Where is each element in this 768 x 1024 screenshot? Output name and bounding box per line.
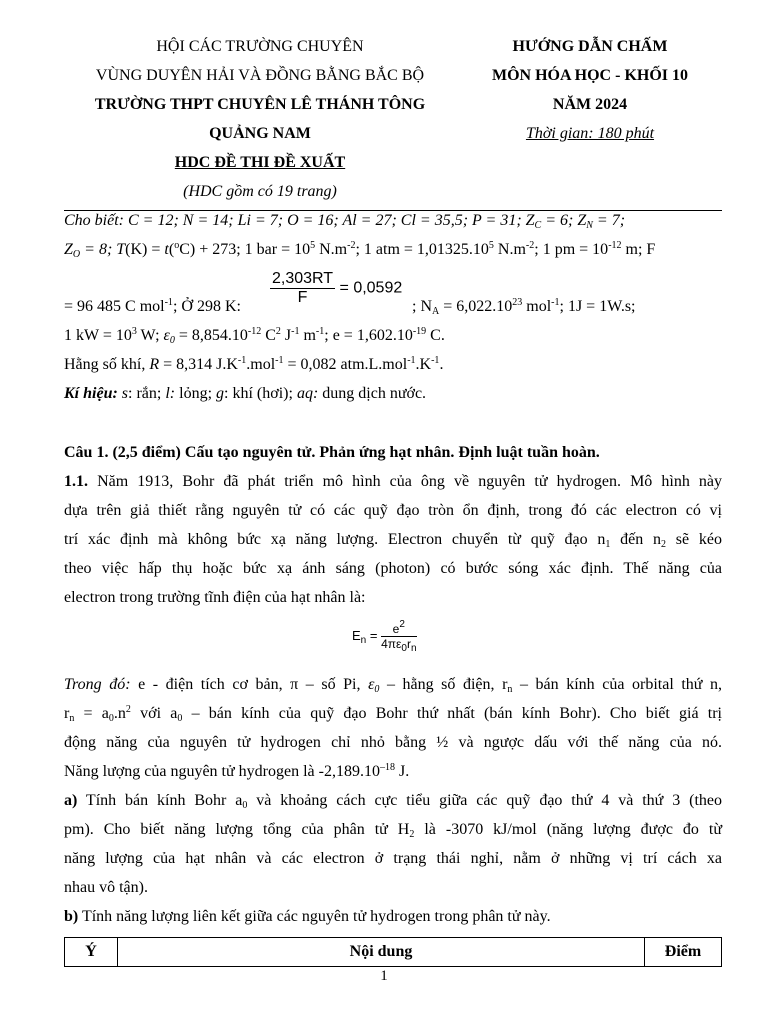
region-name: VÙNG DUYÊN HẢI VÀ ĐỒNG BẰNG BẮC BỘ bbox=[95, 67, 425, 84]
potential-energy-formula: $E_n$ = $\frac{e^2}{4\pi\varepsilon_0r_n}$ bbox=[352, 619, 417, 654]
nernst-numerator: 2,303RT bbox=[272, 270, 334, 287]
paragraph-line: 1.1. Năm 1913, Bohr đã phát triển mô hình của ông về nguyên tử hydrogen. Mô hình này bbox=[64, 473, 722, 490]
table-header-points: Điểm bbox=[645, 938, 722, 967]
guide-title: HƯỚNG DẪN CHẤM bbox=[512, 38, 668, 55]
gas-constant-line: Hằng số khí, R = 8,314 $J.K^{-1}.mol^{-1} = 0,082$ $atm.L.mol^{-1}.K^{-1}$. bbox=[64, 355, 444, 373]
given-constants-line-3b: ; $N_A = 6,022.10^{23}$ mol$^{-1}$; 1J = 1W.s; bbox=[412, 297, 636, 317]
paragraph-line: b) Tính năng lượng liên kết giữa các nguyên tử hydrogen trong phân tử này. bbox=[64, 908, 551, 925]
given-constants-line-1: Cho biết: C = 12; N = 14; Li = 7; O = 16; Al = 27; Cl = 35,5; P = 31; $Z_C = 6$; $Z_N = 7$; bbox=[64, 212, 626, 231]
document-type: HDC ĐỀ THI ĐỀ XUẤT bbox=[174, 154, 346, 171]
paragraph-line: năng lượng của hạt nhân và các electron ở trạng thái nghỉ, nằm ở những vị trí cách xa bbox=[64, 850, 722, 867]
symbols-line: Kí hiệu: s: rắn; l: lỏng; g: khí (hơi); aq: dung dịch nước. bbox=[64, 385, 427, 402]
exam-duration: Thời gian: 180 phút bbox=[525, 125, 655, 142]
header-right bbox=[462, 32, 718, 148]
paragraph-line: theo việc hấp thụ hoặc bức xạ ánh sáng (photon) có bước sóng xác định. Thế năng của bbox=[64, 560, 722, 577]
table-header-row bbox=[65, 938, 722, 967]
grading-table bbox=[64, 937, 722, 967]
page-number: 1 bbox=[380, 968, 388, 984]
subject-grade: MÔN HÓA HỌC - KHỐI 10 bbox=[492, 67, 688, 84]
paragraph-line: $r_n = a_0.n^2$ với $a_0$ – bán kính của quỹ đạo Bohr thứ nhất (bán kính Bohr). Cho biết giá trị bbox=[64, 704, 722, 724]
table-header-content: Nội dung bbox=[118, 938, 645, 967]
paragraph-line: trí xác định mà không bức xạ năng lượng. Electron chuyển từ quỹ đạo $n_1$ đến $n_2$ sẽ kéo bbox=[64, 531, 723, 550]
given-constants-line-4: 1 kW = $10^3$ W; $\varepsilon_0 = 8,854.10^{-12}$ $C^2$ $J^{-1}$ $m^{-1}$; $e = 1,602.10^{-19}$ C. bbox=[64, 326, 445, 346]
paragraph-line: Trong đó: e - điện tích cơ bản, π – số Pi, $\varepsilon_0$ – hằng số điện, $r_n$ – bán kính của orbital thứ n, bbox=[64, 676, 723, 695]
paragraph-line: Năng lượng của nguyên tử hydrogen là $-2,189.10^{-18}$ J. bbox=[64, 762, 410, 780]
nernst-value: = 0,0592 bbox=[335, 279, 403, 297]
exam-year: NĂM 2024 bbox=[552, 96, 628, 113]
paragraph-line: electron trong trường tĩnh điện của hạt nhân là: bbox=[64, 589, 366, 606]
paragraph-line: a) Tính bán kính Bohr $a_0$ và khoảng cách cực tiểu giữa các quỹ đạo thứ 4 và thứ 3 (theo bbox=[64, 792, 722, 811]
paragraph-line: dựa trên giả thiết rằng nguyên tử có các quỹ đạo tròn ổn định, trong đó các electron có vị bbox=[64, 502, 722, 519]
given-constants-line-3: = 96 485 C mol$^{-1}$; Ở 298 K: bbox=[64, 297, 241, 315]
header-left bbox=[60, 32, 460, 206]
school-name: TRƯỜNG THPT CHUYÊN LÊ THÁNH TÔNG bbox=[94, 96, 426, 113]
question-title: Câu 1. (2,5 điểm) Cấu tạo nguyên tử. Phản ứng hạt nhân. Định luật tuần hoàn. bbox=[64, 444, 600, 461]
association-name: HỘI CÁC TRƯỜNG CHUYÊN bbox=[156, 38, 364, 55]
province-name: QUẢNG NAM bbox=[209, 125, 311, 142]
paragraph-line: động năng của nguyên tử hydrogen chỉ nhỏ bằng ½ và ngược dấu với thế năng của nó. bbox=[64, 734, 722, 751]
paragraph-line: nhau vô tận). bbox=[64, 879, 148, 896]
page-count-note: (HDC gồm có 19 trang) bbox=[183, 183, 337, 200]
table-header-item: Ý bbox=[65, 938, 118, 967]
paragraph-line: pm). Cho biết năng lượng tổng của phân tử $H_2$ là -3070 kJ/mol (năng lượng được đo từ bbox=[64, 821, 722, 840]
nernst-denominator: F bbox=[297, 289, 308, 306]
given-constants-line-2: $Z_O = 8$; T(K) = t($^o$C) + 273; 1 bar = $10^5$ $N.m^{-2}$; 1 atm = $1,01325.10^5$ $N.m^{-2}$; 1 pm = $10^{-12}$ m; F bbox=[64, 240, 656, 260]
